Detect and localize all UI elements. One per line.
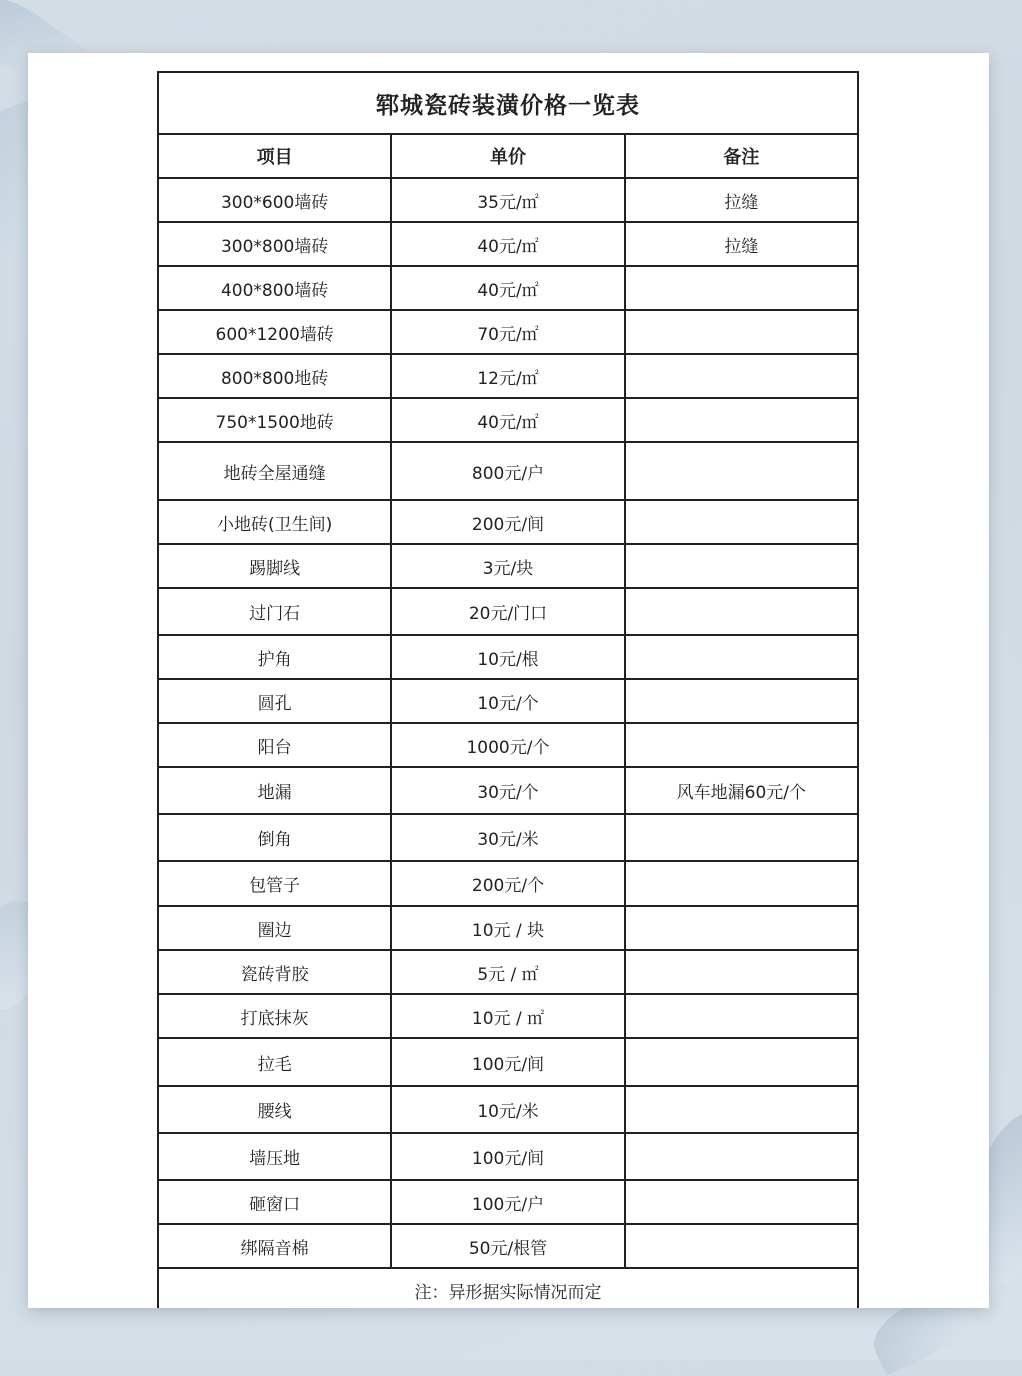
- cell-item: 300*600墙砖: [158, 178, 391, 222]
- table-row: [158, 178, 858, 222]
- note-row: [158, 1268, 858, 1308]
- cell-price: 50元/根管: [391, 1224, 624, 1268]
- cell-price: 10元 / ㎡: [391, 994, 624, 1038]
- cell-item: 绑隔音棉: [158, 1224, 391, 1268]
- table-row: [158, 679, 858, 723]
- cell-item: 踢脚线: [158, 544, 391, 588]
- cell-remark: [625, 544, 858, 588]
- cell-price: 100元/间: [391, 1133, 624, 1180]
- cell-remark: [625, 861, 858, 906]
- header-remark: 备注: [625, 134, 858, 178]
- cell-item: 圈边: [158, 906, 391, 950]
- price-table: [157, 71, 859, 1308]
- cell-remark: [625, 354, 858, 398]
- cell-price: 10元 / 块: [391, 906, 624, 950]
- cell-remark: [625, 679, 858, 723]
- table-row: [158, 442, 858, 500]
- cell-price: 100元/户: [391, 1180, 624, 1224]
- cell-price: 30元/米: [391, 814, 624, 861]
- cell-price: 40元/㎡: [391, 398, 624, 442]
- cell-item: 400*800墙砖: [158, 266, 391, 310]
- header-row: [158, 134, 858, 178]
- cell-item: 300*800墙砖: [158, 222, 391, 266]
- table-row: [158, 1224, 858, 1268]
- cell-item: 600*1200墙砖: [158, 310, 391, 354]
- table-row: [158, 1038, 858, 1086]
- header-item: 项目: [158, 134, 391, 178]
- cell-item: 腰线: [158, 1086, 391, 1133]
- cell-item: 750*1500地砖: [158, 398, 391, 442]
- cell-item: 打底抹灰: [158, 994, 391, 1038]
- cell-item: 800*800地砖: [158, 354, 391, 398]
- cell-item: 地砖全屋通缝: [158, 442, 391, 500]
- cell-price: 20元/门口: [391, 588, 624, 635]
- cell-price: 30元/个: [391, 767, 624, 814]
- cell-price: 12元/㎡: [391, 354, 624, 398]
- cell-remark: [625, 442, 858, 500]
- table-row: [158, 588, 858, 635]
- cell-price: 10元/根: [391, 635, 624, 679]
- cell-remark: [625, 635, 858, 679]
- table-row: [158, 814, 858, 861]
- title-row: [158, 72, 858, 134]
- table-row: [158, 950, 858, 994]
- cell-remark: [625, 950, 858, 994]
- cell-price: 200元/间: [391, 500, 624, 544]
- cell-remark: [625, 310, 858, 354]
- cell-item: 倒角: [158, 814, 391, 861]
- cell-price: 800元/户: [391, 442, 624, 500]
- cell-remark: 拉缝: [625, 178, 858, 222]
- cell-remark: [625, 588, 858, 635]
- cell-price: 1000元/个: [391, 723, 624, 767]
- table-row: [158, 635, 858, 679]
- cell-remark: [625, 1133, 858, 1180]
- table-row: [158, 906, 858, 950]
- table-row: [158, 767, 858, 814]
- cell-remark: [625, 398, 858, 442]
- table-row: [158, 1180, 858, 1224]
- cell-remark: [625, 500, 858, 544]
- table-row: [158, 500, 858, 544]
- cell-item: 地漏: [158, 767, 391, 814]
- cell-item: 小地砖(卫生间): [158, 500, 391, 544]
- cell-item: 圆孔: [158, 679, 391, 723]
- cell-remark: [625, 906, 858, 950]
- table-row: [158, 994, 858, 1038]
- cell-price: 10元/米: [391, 1086, 624, 1133]
- cell-remark: 拉缝: [625, 222, 858, 266]
- cell-remark: [625, 266, 858, 310]
- price-sheet-paper: [28, 53, 989, 1308]
- cell-remark: [625, 1180, 858, 1224]
- cell-price: 35元/㎡: [391, 178, 624, 222]
- cell-price: 5元 / ㎡: [391, 950, 624, 994]
- cell-remark: [625, 723, 858, 767]
- cell-remark: [625, 1086, 858, 1133]
- cell-item: 墙压地: [158, 1133, 391, 1180]
- cell-remark: [625, 814, 858, 861]
- table-row: [158, 723, 858, 767]
- cell-item: 瓷砖背胶: [158, 950, 391, 994]
- table-row: [158, 861, 858, 906]
- header-price: 单价: [391, 134, 624, 178]
- cell-remark: [625, 1224, 858, 1268]
- cell-item: 包管子: [158, 861, 391, 906]
- cell-item: 护角: [158, 635, 391, 679]
- table-row: [158, 354, 858, 398]
- table-row: [158, 1086, 858, 1133]
- cell-price: 40元/㎡: [391, 222, 624, 266]
- table-row: [158, 266, 858, 310]
- cell-remark: [625, 1038, 858, 1086]
- table-row: [158, 310, 858, 354]
- cell-item: 砸窗口: [158, 1180, 391, 1224]
- cell-price: 40元/㎡: [391, 266, 624, 310]
- cell-price: 200元/个: [391, 861, 624, 906]
- cell-remark: 风车地漏60元/个: [625, 767, 858, 814]
- cell-remark: [625, 994, 858, 1038]
- table-row: [158, 544, 858, 588]
- cell-item: 拉毛: [158, 1038, 391, 1086]
- table-row: [158, 398, 858, 442]
- footnote: 注：异形据实际情况而定: [158, 1268, 858, 1308]
- cell-price: 10元/个: [391, 679, 624, 723]
- table-title: 郓城瓷砖装潢价格一览表: [158, 72, 858, 134]
- cell-price: 70元/㎡: [391, 310, 624, 354]
- table-row: [158, 222, 858, 266]
- table-row: [158, 1133, 858, 1180]
- cell-price: 100元/间: [391, 1038, 624, 1086]
- cell-price: 3元/块: [391, 544, 624, 588]
- cell-item: 阳台: [158, 723, 391, 767]
- cell-item: 过门石: [158, 588, 391, 635]
